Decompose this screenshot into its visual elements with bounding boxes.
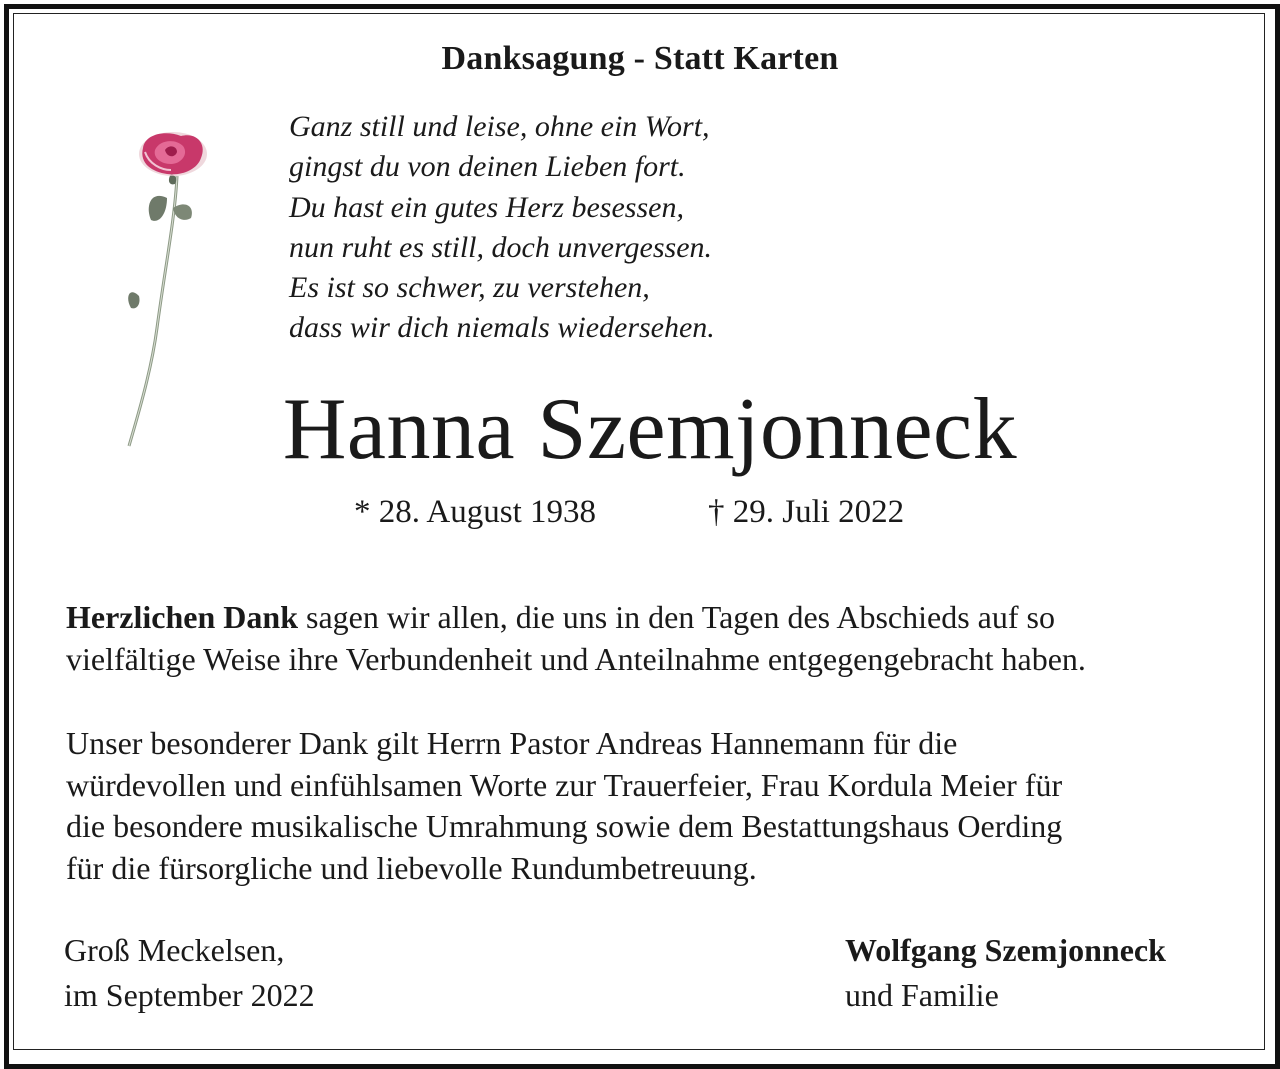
thanks-text: sagen wir allen, die uns in den Tagen des Abschieds auf so xyxy=(297,599,1055,635)
death-date: † 29. Juli 2022 xyxy=(708,494,905,530)
special-thanks-line: die besondere musikalische Umrahmung sowie dem Bestattungshaus Oerding xyxy=(66,808,1063,844)
signer-suffix: und Familie xyxy=(845,977,999,1013)
special-thanks-line: Unser besonderer Dank gilt Herrn Pastor Andreas Hannemann für die xyxy=(66,725,958,761)
notice-heading: Danksagung - Statt Karten xyxy=(441,40,839,77)
signature-block xyxy=(845,928,1166,1018)
thanks-line xyxy=(66,597,1086,639)
thanks-line: vielfältige Weise ihre Verbundenheit und Anteilnahme entgegengebracht haben. xyxy=(66,640,1086,677)
date: im September 2022 xyxy=(64,977,315,1013)
special-thanks-paragraph xyxy=(66,723,1062,889)
special-thanks-line: würdevollen und einfühlsamen Worte zur Trauerfeier, Frau Kordula Meier für xyxy=(66,766,1063,803)
poem-line: dass wir dich niemals wiedersehen. xyxy=(289,311,715,345)
poem-line: nun ruht es still, doch unvergessen. xyxy=(289,230,713,264)
poem-line: Ganz still und leise, ohne ein Wort, xyxy=(289,110,710,143)
place-date-block xyxy=(64,928,315,1018)
thanks-emphasis: Herzlichen Dank xyxy=(66,599,298,635)
poem-line: Du hast ein gutes Herz besessen, xyxy=(289,190,684,224)
poem xyxy=(289,107,715,349)
place: Groß Meckelsen, xyxy=(64,932,285,968)
poem-line: gingst du von deinen Lieben fort. xyxy=(289,150,686,184)
special-thanks-line: für die fürsorgliche und liebevolle Rundumbetreuung. xyxy=(66,849,757,886)
signer-name: Wolfgang Szemjonneck xyxy=(845,932,1166,968)
poem-line: Es ist so schwer, zu verstehen, xyxy=(289,271,650,305)
thanks-paragraph xyxy=(66,597,1086,680)
deceased-name: Hanna Szemjonneck xyxy=(282,381,1018,478)
birth-date: * 28. August 1938 xyxy=(354,494,597,530)
